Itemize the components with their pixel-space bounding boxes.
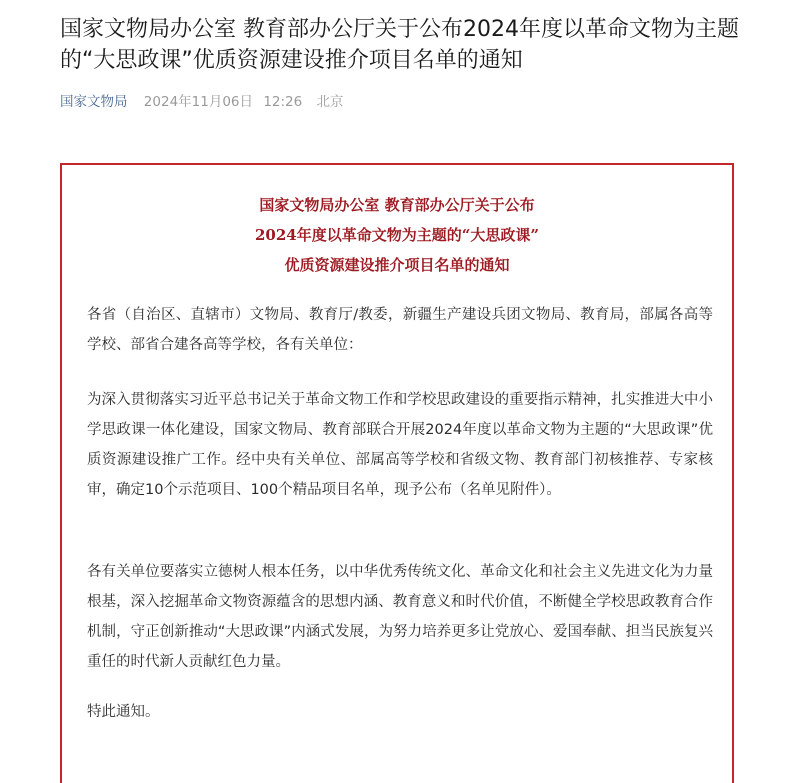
publish-location: 北京 bbox=[316, 94, 344, 110]
notice-paragraph: 为深入贯彻落实习近平总书记关于革命文物工作和学校思政建设的重要指示精神，扎实推进大中小学思政课一体化建设，国家文物局、教育部联合开展2024年度以革命文物为主题的“大思政课”优质资源建设推广工作。经中央有关单位、部属高等学校和省级文物、教育部门初核推荐、专家核审，确定10个示范项目、100个精品项目名单，现予公布（名单见附件）。 bbox=[87, 392, 713, 498]
notice-frame bbox=[60, 163, 734, 783]
article-title: 国家文物局办公室 教育部办公厅关于公布2024年度以革命文物为主题的“大思政课”优质资源建设推介项目名单的通知 bbox=[60, 17, 739, 73]
publish-time: 12:26 bbox=[263, 94, 303, 110]
notice-heading-line: 优质资源建设推介项目名单的通知 bbox=[284, 256, 510, 274]
publish-date: 2024年11月06日 bbox=[143, 94, 254, 110]
notice-paragraph: 各有关单位要落实立德树人根本任务，以中华优秀传统文化、革命文化和社会主义先进文化为力量根基，深入挖掘革命文物资源蕴含的思想内涵、教育意义和时代价值，不断健全学校思政教育合作机制，守正创新推动“大思政课”内涵式发展，为努力培养更多让党放心、爱国奉献、担当民族复兴重任的时代新人贡献红色力量。 bbox=[87, 564, 713, 670]
article-meta bbox=[60, 92, 344, 112]
notice-heading bbox=[62, 190, 732, 280]
notice-heading-line: 国家文物局办公室 教育部办公厅关于公布 bbox=[259, 196, 535, 214]
notice-heading-line: 2024年度以革命文物为主题的“大思政课” bbox=[254, 226, 539, 244]
notice-closing: 特此通知。 bbox=[87, 704, 160, 720]
source-link[interactable]: 国家文物局 bbox=[60, 94, 128, 110]
notice-salutation: 各省（自治区、直辖市）文物局、教育厅/教委，新疆生产建设兵团文物局、教育局，部属各高等学校、部省合建各高等学校，各有关单位： bbox=[87, 307, 713, 353]
